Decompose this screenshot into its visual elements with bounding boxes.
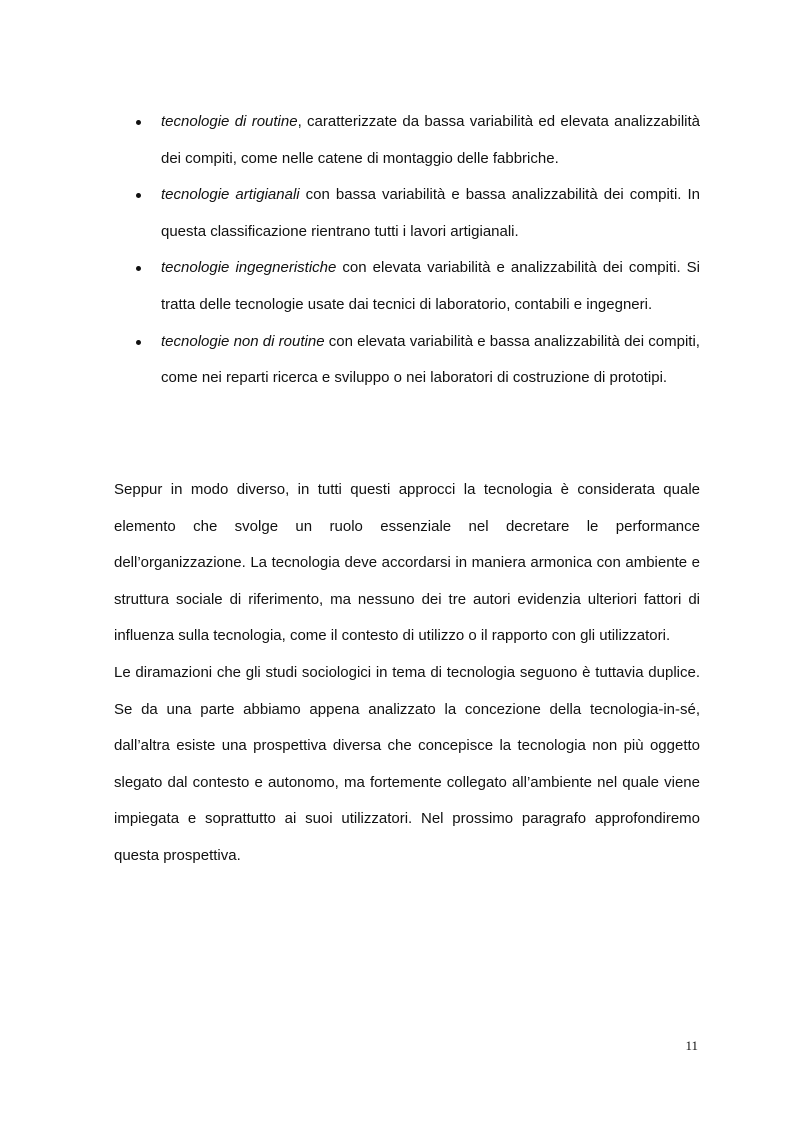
list-item-term: tecnologie non di routine <box>161 332 325 350</box>
list-item-text: , caratterizzate da bassa variabilità ed elevata analizzabilità dei compiti, come nelle catene di montaggio delle fabbriche. <box>161 113 700 167</box>
page-number: 11 <box>685 1038 698 1053</box>
technology-types-list <box>114 104 700 397</box>
list-item <box>114 250 700 323</box>
body-text <box>114 472 700 875</box>
bullet-icon <box>136 193 141 198</box>
list-item-text: con elevata variabilità e analizzabilità dei compiti. Si tratta delle tecnologie usate dai tecnici di laboratorio, contabili e ingegneri. <box>161 259 701 313</box>
list-item-text: con bassa variabilità e bassa analizzabilità dei compiti. In questa classificazione rientrano tutti i lavori artigianali. <box>161 186 700 240</box>
list-item-term: tecnologie di routine <box>161 113 298 130</box>
bullet-icon <box>136 266 141 271</box>
paragraph-perspective: Le diramazioni che gli studi sociologici in tema di tecnologia seguono è tuttavia duplice. Se da una parte abbiamo appena analizzato la concezione della tecnologia-in-sé, dall’altra esiste una prospettiva diversa che concepisce la tecnologia non più oggetto slegato dal contesto e autonomo, ma fortemente collegato all’ambiente nel quale viene impiegata e soprattutto ai suoi utilizzatori. Nel prossimo paragrafo approfondiremo questa prospettiva. <box>114 663 700 864</box>
paragraph-summary: Seppur in modo diverso, in tutti questi approcci la tecnologia è considerata quale elemento che svolge un ruolo essenziale nel decretare le performance dell’organizzazione. La tecnologia deve accordarsi in maniera armonica con ambiente e struttura sociale di riferimento, ma nessuno dei tre autori evidenzia ulteriori fattori di influenza sulla tecnologia, come il contesto di utilizzo o il rapporto con gli utilizzatori. <box>114 481 700 645</box>
bullet-icon <box>136 120 141 125</box>
list-item <box>114 177 700 250</box>
list-item <box>114 324 700 397</box>
list-item-term: tecnologie artigianali <box>161 186 300 204</box>
list-item <box>114 104 700 177</box>
bullet-icon <box>136 340 141 345</box>
list-item-term: tecnologie ingegneristiche <box>161 259 337 277</box>
list-item-text: con elevata variabilità e bassa analizzabilità dei compiti, come nei reparti ricerca e sviluppo o nei laboratori di costruzione di prototipi. <box>161 332 700 387</box>
